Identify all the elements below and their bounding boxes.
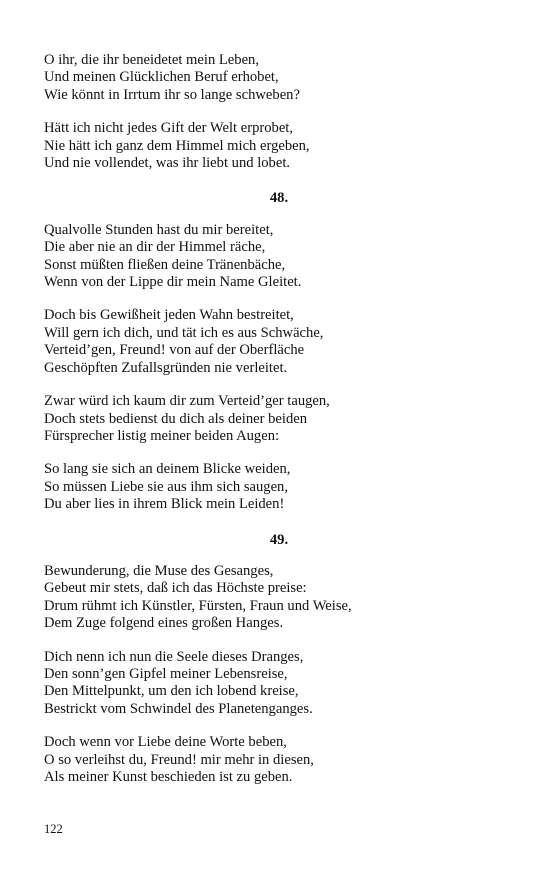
verse-line: Den sonn’gen Gipfel meiner Lebensreise,	[44, 665, 288, 682]
verse-line: Und meinen Glücklichen Beruf erhobet,	[44, 69, 279, 86]
verse-line: Doch bis Gewißheit jeden Wahn bestreitet,	[44, 307, 294, 324]
sonnet-number: 49.	[269, 531, 289, 548]
stanza	[44, 563, 514, 633]
verse-line: Nie hätt ich ganz dem Himmel mich ergeben,	[44, 137, 310, 154]
verse-line: O so verleihst du, Freund! mir mehr in diesen,	[44, 751, 314, 768]
page-number: 122	[44, 822, 63, 836]
verse-line: Sonst müßten fließen deine Tränenbäche,	[44, 256, 286, 273]
verse-line: Verteid’gen, Freund! von auf der Oberfläche	[44, 342, 305, 359]
stanza	[44, 222, 514, 292]
stanza	[44, 461, 514, 513]
verse-line: Will gern ich dich, und tät ich es aus Schwäche,	[44, 324, 324, 341]
verse-line: Hätt ich nicht jedes Gift der Welt erprobet,	[44, 120, 293, 137]
verse-line: Dem Zuge folgend eines großen Hanges.	[44, 615, 284, 632]
verse-line: Geschöpften Zufallsgründen nie verleitet.	[44, 359, 288, 376]
poem-content	[44, 52, 514, 802]
verse-line: Doch wenn vor Liebe deine Worte beben,	[44, 734, 287, 751]
verse-line: Doch stets bedienst du dich als deiner beiden	[44, 410, 308, 427]
verse-line: Den Mittelpunkt, um den ich lobend kreise,	[44, 683, 299, 700]
verse-line: Zwar würd ich kaum dir zum Verteid’ger taugen,	[44, 393, 330, 410]
verse-line: Die aber nie an dir der Himmel räche,	[44, 239, 266, 256]
verse-line: Gebeut mir stets, daß ich das Höchste preise:	[44, 580, 307, 597]
verse-line: Dich nenn ich nun die Seele dieses Dranges,	[44, 648, 304, 665]
verse-line: Bestrickt vom Schwindel des Planetenganges.	[44, 700, 313, 717]
stanza	[44, 393, 514, 445]
stanza	[44, 307, 514, 377]
stanza	[44, 649, 514, 719]
verse-line: Wenn von der Lippe dir mein Name Gleitet.	[44, 274, 302, 291]
verse-line: Bewunderung, die Muse des Gesanges,	[44, 562, 274, 579]
verse-line: Drum rühmt ich Künstler, Fürsten, Fraun und Weise,	[44, 597, 352, 614]
verse-line: Wie könnt in Irrtum ihr so lange schweben?	[44, 86, 300, 103]
verse-line: Als meiner Kunst beschieden ist zu geben.	[44, 769, 293, 785]
verse-line: O ihr, die ihr beneidetet mein Leben,	[44, 52, 260, 68]
verse-line: Du aber lies in ihrem Blick mein Leiden!	[44, 496, 285, 513]
stanza	[44, 120, 514, 172]
verse-line: So müssen Liebe sie aus ihm sich saugen,	[44, 478, 289, 495]
verse-line: So lang sie sich an deinem Blicke weiden,	[44, 461, 291, 478]
stanza	[44, 734, 514, 786]
verse-line: Und nie vollendet, was ihr liebt und lobet.	[44, 155, 291, 172]
verse-line: Qualvolle Stunden hast du mir bereitet,	[44, 221, 274, 238]
sonnet-number: 48.	[269, 190, 289, 207]
stanza	[44, 52, 514, 104]
verse-line: Fürsprecher listig meiner beiden Augen:	[44, 427, 280, 444]
